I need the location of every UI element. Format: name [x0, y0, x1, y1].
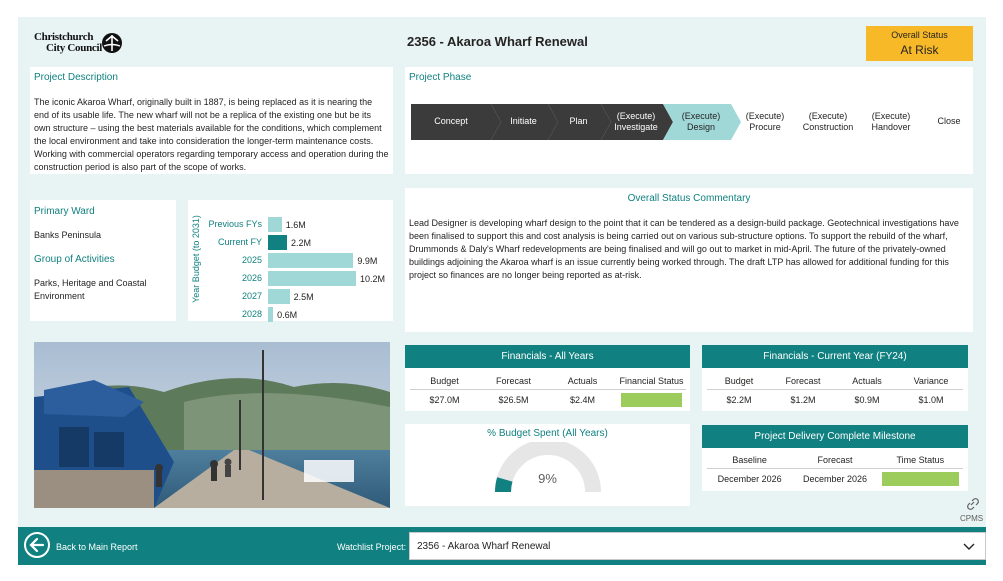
commentary-card: [405, 188, 973, 332]
project-description-label: Project Description: [34, 72, 118, 83]
watchlist-project-dropdown[interactable]: [409, 532, 986, 560]
financials-all-header: Forecast: [495, 376, 531, 386]
phase-concept: Concept: [411, 104, 491, 140]
financials-all-value: $27.0M: [429, 395, 460, 405]
logo-line2: City Council: [46, 42, 102, 54]
back-to-main-report-link[interactable]: Back to Main Report: [56, 542, 138, 552]
budget-bar-row: [188, 235, 393, 250]
financials-current-header: Variance: [913, 376, 949, 386]
milestone-divider: [707, 468, 963, 469]
financials-all-value: $26.5M: [498, 395, 529, 405]
financials-all-value: $2.4M: [569, 395, 595, 405]
budget-bar-label: Current FY: [217, 237, 262, 247]
logo-line1: Christchurch: [34, 31, 94, 43]
commentary-label: Overall Status Commentary: [627, 193, 751, 204]
watchlist-project-value: 2356 - Akaroa Wharf Renewal: [417, 541, 551, 552]
phase-close: Close: [917, 104, 973, 140]
overall-status-value: At Risk: [900, 43, 939, 57]
group-of-activities-label: Group of Activities: [34, 254, 115, 265]
budget-bar-row: [188, 271, 393, 286]
phase-investigate: (Execute) Investigate: [601, 104, 663, 140]
budget-spent-card: [405, 424, 690, 506]
budget-bar-row: [188, 289, 393, 304]
milestone-status-indicator: [882, 472, 959, 486]
overall-status-badge: [866, 26, 973, 61]
budget-bar-value: 9.9M: [357, 256, 378, 266]
budget-bar-label: 2027: [241, 291, 262, 301]
group-of-activities-value: Parks, Heritage and Coastal Environment: [34, 278, 147, 301]
financials-current-value: $1.0M: [918, 395, 944, 405]
milestone-header: Baseline: [732, 455, 767, 465]
budget-bar-value: 10.2M: [360, 274, 386, 284]
milestone-title: Project Delivery Complete Milestone: [702, 425, 968, 448]
budget-bar-value: 2.2M: [290, 238, 311, 248]
milestone-value: December 2026: [717, 474, 782, 484]
project-phase-label: Project Phase: [409, 72, 472, 83]
financials-all-divider: [410, 389, 686, 390]
budget-bar: [268, 217, 282, 232]
wharf-photo: [34, 342, 390, 508]
financials-all-header: Financial Status: [619, 376, 684, 386]
commentary-text: Lead Designer is developing wharf design to the point that it can be tendered as a design-build package. Geotechnical investigations have been finalised to support this and cost analysis is being carried out on various sub-structure options. To support the rebuild of the wharf, Drummonds & Daly's Wharf redevelopments are being finalised and will go out to market in mid-April. The future of the privately-owned buildings adjoining the Akaroa wharf is an issue currently being worked through. The draft LTP has allowed for additional funding for this project so finances are no longer being reported as at-risk.: [409, 218, 959, 280]
milestone-header: Time Status: [896, 455, 945, 465]
overall-status-label: Overall Status: [891, 30, 948, 40]
budget-chart-card: [188, 200, 393, 321]
budget-bar: [268, 235, 287, 250]
financials-all-status-indicator: [621, 393, 682, 407]
link-icon[interactable]: [967, 498, 979, 510]
budget-bar-label: 2025: [241, 255, 262, 265]
financials-current-header: Actuals: [852, 376, 882, 386]
chevron-down-icon: [963, 543, 975, 551]
financials-current-title: Financials - Current Year (FY24): [702, 345, 968, 368]
phase-initiate: Initiate: [491, 104, 548, 140]
phase-construction: (Execute) Construction: [791, 104, 857, 140]
phase-plan: Plan: [548, 104, 601, 140]
budget-bar: [268, 289, 290, 304]
milestone-value: December 2026: [802, 474, 868, 484]
logo-emblem-icon: [101, 32, 123, 54]
budget-bar-row: [188, 217, 393, 232]
budget-spent-percent: 9%: [538, 471, 557, 486]
financials-current-divider: [707, 389, 963, 390]
budget-bar-value: 2.5M: [293, 292, 314, 302]
budget-bar: [268, 271, 356, 286]
budget-bar-row: [188, 307, 393, 322]
budget-spent-title: % Budget Spent (All Years): [487, 428, 608, 439]
budget-bar: [268, 253, 353, 268]
financials-all-header: Budget: [430, 376, 459, 386]
financials-current-value: $0.9M: [854, 395, 880, 405]
arrow-left-icon: [26, 534, 48, 556]
council-logo: [34, 30, 134, 56]
budget-bar-label: Previous FYs: [208, 219, 262, 229]
budget-spent-gauge: [493, 442, 603, 494]
primary-ward-label: Primary Ward: [34, 206, 95, 217]
budget-bar-value: 0.6M: [277, 310, 298, 320]
budget-chart-axis-title: Year Budget (to 2031): [191, 215, 201, 303]
financials-all-header: Actuals: [567, 376, 598, 386]
phase-handover: (Execute) Handover: [857, 104, 917, 140]
primary-ward-value: Banks Peninsula: [34, 230, 102, 240]
project-description-text: The iconic Akaroa Wharf, originally built in 1887, is being replaced as it is nearing the end of its usable life. The new wharf will not be a replica of the existing one but be its own structure – using the best materials available for the conditions, which complement the local environment and take into consideration the longer-term maintenance costs. Working with commercial operators regarding temporary access and operation during the construction period is also part of the scope of works.: [34, 97, 389, 172]
budget-bar-row: [188, 253, 393, 268]
phase-design: (Execute) Design: [663, 104, 731, 140]
ward-card: [30, 200, 176, 321]
budget-bar-label: 2028: [241, 309, 262, 319]
project-description-card: [30, 67, 393, 174]
back-button[interactable]: [24, 532, 50, 558]
financials-current-value: $1.2M: [790, 395, 816, 405]
financials-all-title: Financials - All Years: [405, 345, 690, 368]
budget-bar-value: 1.6M: [285, 220, 306, 230]
cpms-label[interactable]: CPMS: [960, 514, 984, 523]
page-title: 2356 - Akaroa Wharf Renewal: [407, 34, 588, 49]
financials-current-header: Budget: [724, 376, 754, 386]
budget-bar-label: 2026: [241, 273, 262, 283]
phase-procure: (Execute) Procure: [731, 104, 791, 140]
watchlist-label: Watchlist Project:: [337, 542, 407, 552]
milestone-header: Forecast: [817, 455, 853, 465]
budget-bar: [268, 307, 273, 322]
budget-bars: [188, 217, 393, 325]
financials-current-value: $2.2M: [726, 395, 752, 405]
financials-current-header: Forecast: [785, 376, 821, 386]
